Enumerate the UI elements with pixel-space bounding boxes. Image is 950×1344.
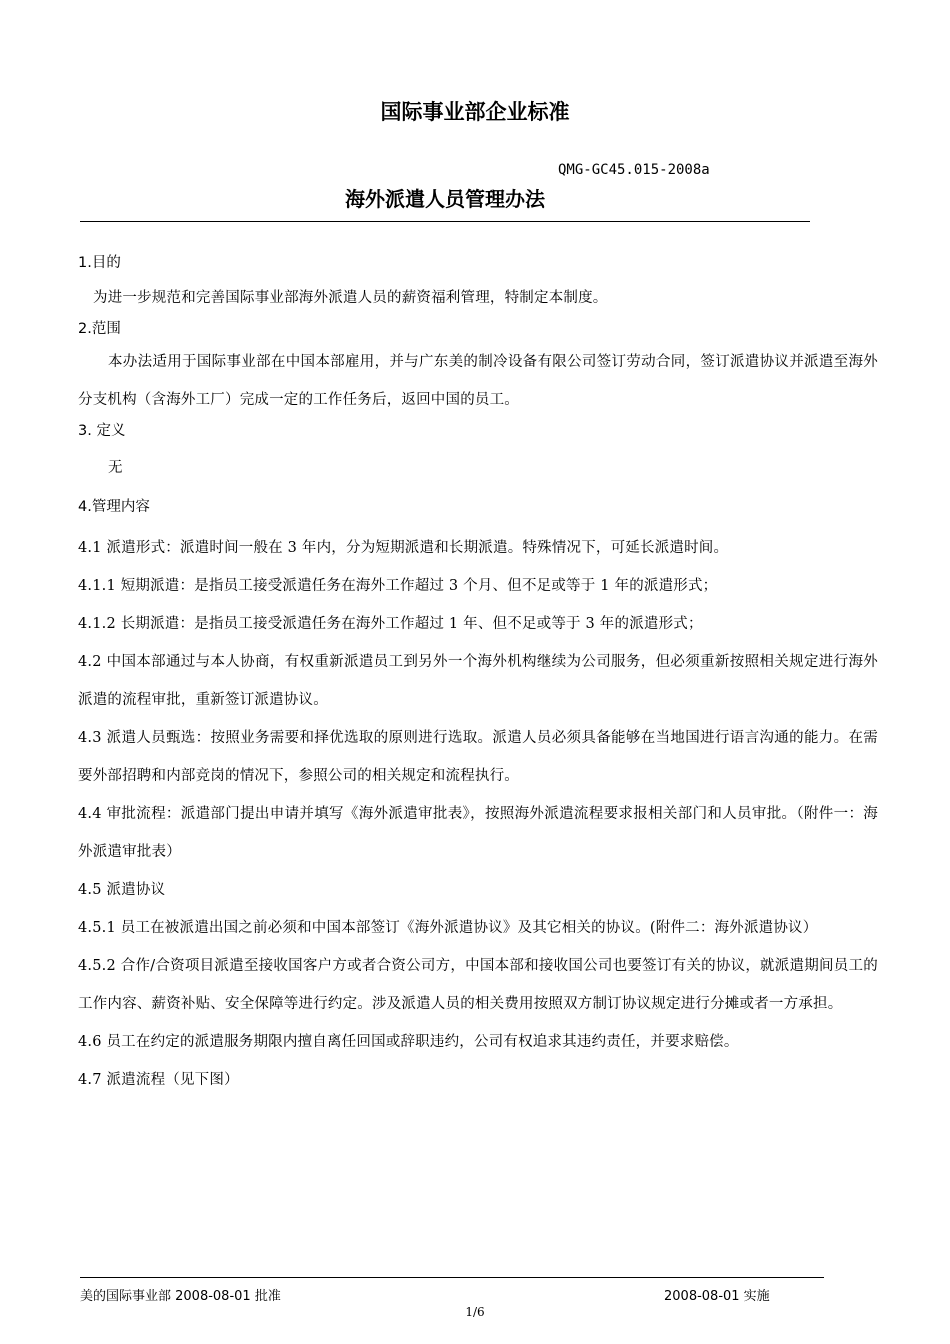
paragraph-4-1-1: 4.1.1 短期派遣：是指员工接受派遣任务在海外工作超过 3 个月、但不足或等于 1 年的派遣形式； [78, 578, 718, 594]
page-number: 1/6 [465, 1305, 485, 1319]
paragraph-4-6: 4.6 员工在约定的派遣服务期限内擅自离任回国或辞职违约，公司有权追求其违约责任，并要求赔偿。 [78, 1034, 739, 1050]
paragraph-4-5: 4.5 派遣协议 [78, 882, 166, 898]
section-4-heading: 4.管理内容 [78, 499, 150, 515]
header-divider [80, 221, 810, 222]
paragraph-4-1-2: 4.1.2 长期派遣：是指员工接受派遣任务在海外工作超过 1 年、但不足或等于 3 年的派遣形式； [78, 616, 703, 632]
paragraph-4-7: 4.7 派遣流程（见下图） [78, 1072, 239, 1088]
section-1-text: 为进一步规范和完善国际事业部海外派遣人员的薪资福利管理，特制定本制度。 [93, 290, 608, 306]
document-title: 海外派遣人员管理办法 [345, 187, 545, 211]
footer-approval: 美的国际事业部 2008-08-01 批准 [80, 1289, 281, 1304]
paragraph-4-4: 4.4 审批流程：派遣部门提出申请并填写《海外派遣审批表》，按照海外派遣流程要求报相关部门和人员审批。（附件一：海外派遣审批表） [78, 806, 878, 860]
paragraph-4-3: 4.3 派遣人员甄选：按照业务需要和择优选取的原则进行选取。派遣人员必须具备能够在当地国进行语言沟通的能力。在需要外部招聘和内部竞岗的情况下，参照公司的相关规定和流程执行。 [78, 730, 878, 784]
footer-divider [80, 1277, 824, 1278]
section-1-heading: 1.目的 [78, 255, 121, 271]
document-code: QMG-GC45.015-2008a [558, 162, 710, 178]
section-3-text: 无 [108, 460, 123, 476]
section-2-heading: 2.范围 [78, 321, 121, 337]
section-3-heading: 3. 定义 [78, 423, 126, 439]
paragraph-4-2: 4.2 中国本部通过与本人协商，有权重新派遣员工到另外一个海外机构继续为公司服务，但必须重新按照相关规定进行海外派遣的流程审批，重新签订派遣协议。 [78, 654, 878, 708]
document-body [78, 253, 878, 1099]
section-2-text: 本办法适用于国际事业部在中国本部雇用，并与广东美的制冷设备有限公司签订劳动合同，签订派遣协议并派遣至海外分支机构（含海外工厂）完成一定的工作任务后，返回中国的员工。 [78, 354, 878, 408]
org-standard-title: 国际事业部企业标准 [380, 100, 570, 124]
paragraph-4-5-1: 4.5.1 员工在被派遣出国之前必须和中国本部签订《海外派遣协议》及其它相关的协议。(附件二：海外派遣协议） [78, 920, 818, 936]
paragraph-4-1: 4.1 派遣形式：派遣时间一般在 3 年内，分为短期派遣和长期派遣。特殊情况下，可延长派遣时间。 [78, 540, 729, 556]
footer-effective: 2008-08-01 实施 [664, 1289, 770, 1304]
paragraph-4-5-2: 4.5.2 合作/合资项目派遣至接收国客户方或者合资公司方，中国本部和接收国公司也要签订有关的协议，就派遣期间员工的工作内容、薪资补贴、安全保障等进行约定。涉及派遣人员的相关费用按照双方制订协议规定进行分摊或者一方承担。 [78, 958, 878, 1012]
